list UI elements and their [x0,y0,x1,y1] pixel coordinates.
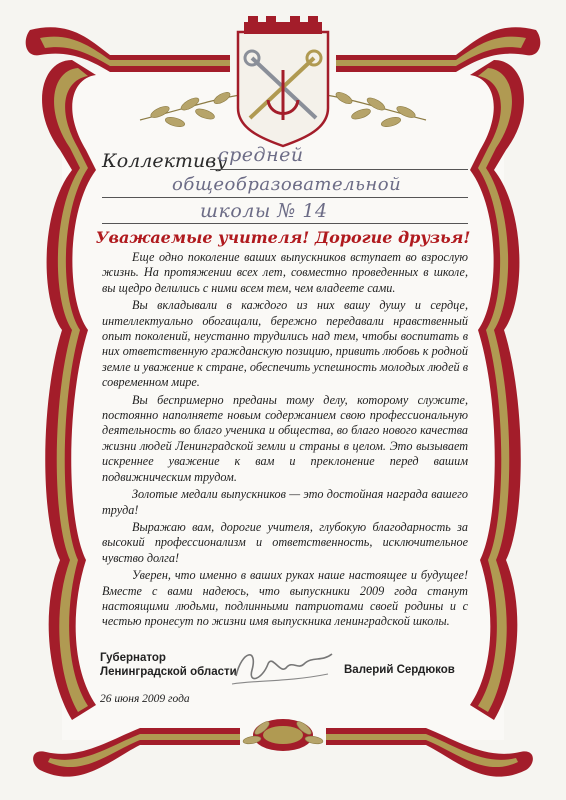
signatory-title [100,651,237,679]
coat-of-arms-icon [238,16,328,146]
addressee-handwritten-line-2: общеобразовательной [172,174,402,195]
greeting-heading: Уважаемые учителя! Дорогие друзья! [95,228,471,247]
paragraph: Уверен, что именно в ваших руках наше настоящее и будущее! Вместе с вами надеюсь, что выпускники 2009 года станут настоящими людьми, подлинными патриотами своей родины и с честью пронесут по жизни имя выпускника ленинградской школы. [102,568,468,629]
addressee-label: Коллективу [102,150,228,172]
addressee-rule-1 [210,169,468,170]
signatory-title-line-1: Губернатор [100,652,166,664]
addressee-rule-2 [102,197,468,198]
addressee-handwritten-line-3: школы № 14 [200,200,328,222]
signature-icon [228,640,338,690]
signatory-title-line-2: Ленинградской области [100,666,237,678]
addressee-rule-3 [102,223,468,224]
paragraph: Вы вкладывали в каждого из них вашу душу и сердце, интеллектуально обогащали, бережно передавали нравственный опыт поколений, неустанно трудились над тем, чтобы воспитать в них ответственную гражданскую позицию, привить любовь к родной земле и уважение к стране, обеспечить успешность молодых людей в современном мире. [102,298,468,390]
letter-date: 26 июня 2009 года [100,693,190,705]
paragraph: Вы беспримерно преданы тому делу, которому служите, постоянно наполняете новым содержанием свою профессиональную деятельность во благо ученика и общества, во благо нового качества жизни людей Ленинградской земли и страны в целом. Это вызывает искреннее уважение к вам и преклонение перед вашим подвижническим трудом. [102,392,468,484]
addressee-handwritten-line-1: средней [218,144,304,166]
paragraph: Выражаю вам, дорогие учителя, глубокую благодарность за высокий профессионализм и ответственность, исключительное чувство долга! [102,519,468,565]
signatory-name: Валерий Сердюков [344,664,455,676]
paragraph: Еще одно поколение ваших выпускников вступает во взрослую жизнь. На протяжении всех лет, совместно проведенных в школе, вы щедро делились с ними всем тем, чем владеете сами. [102,250,468,295]
paragraph: Золотые медали выпускников — это достойная награда вашего труда! [102,487,468,517]
letter-body [102,250,468,632]
